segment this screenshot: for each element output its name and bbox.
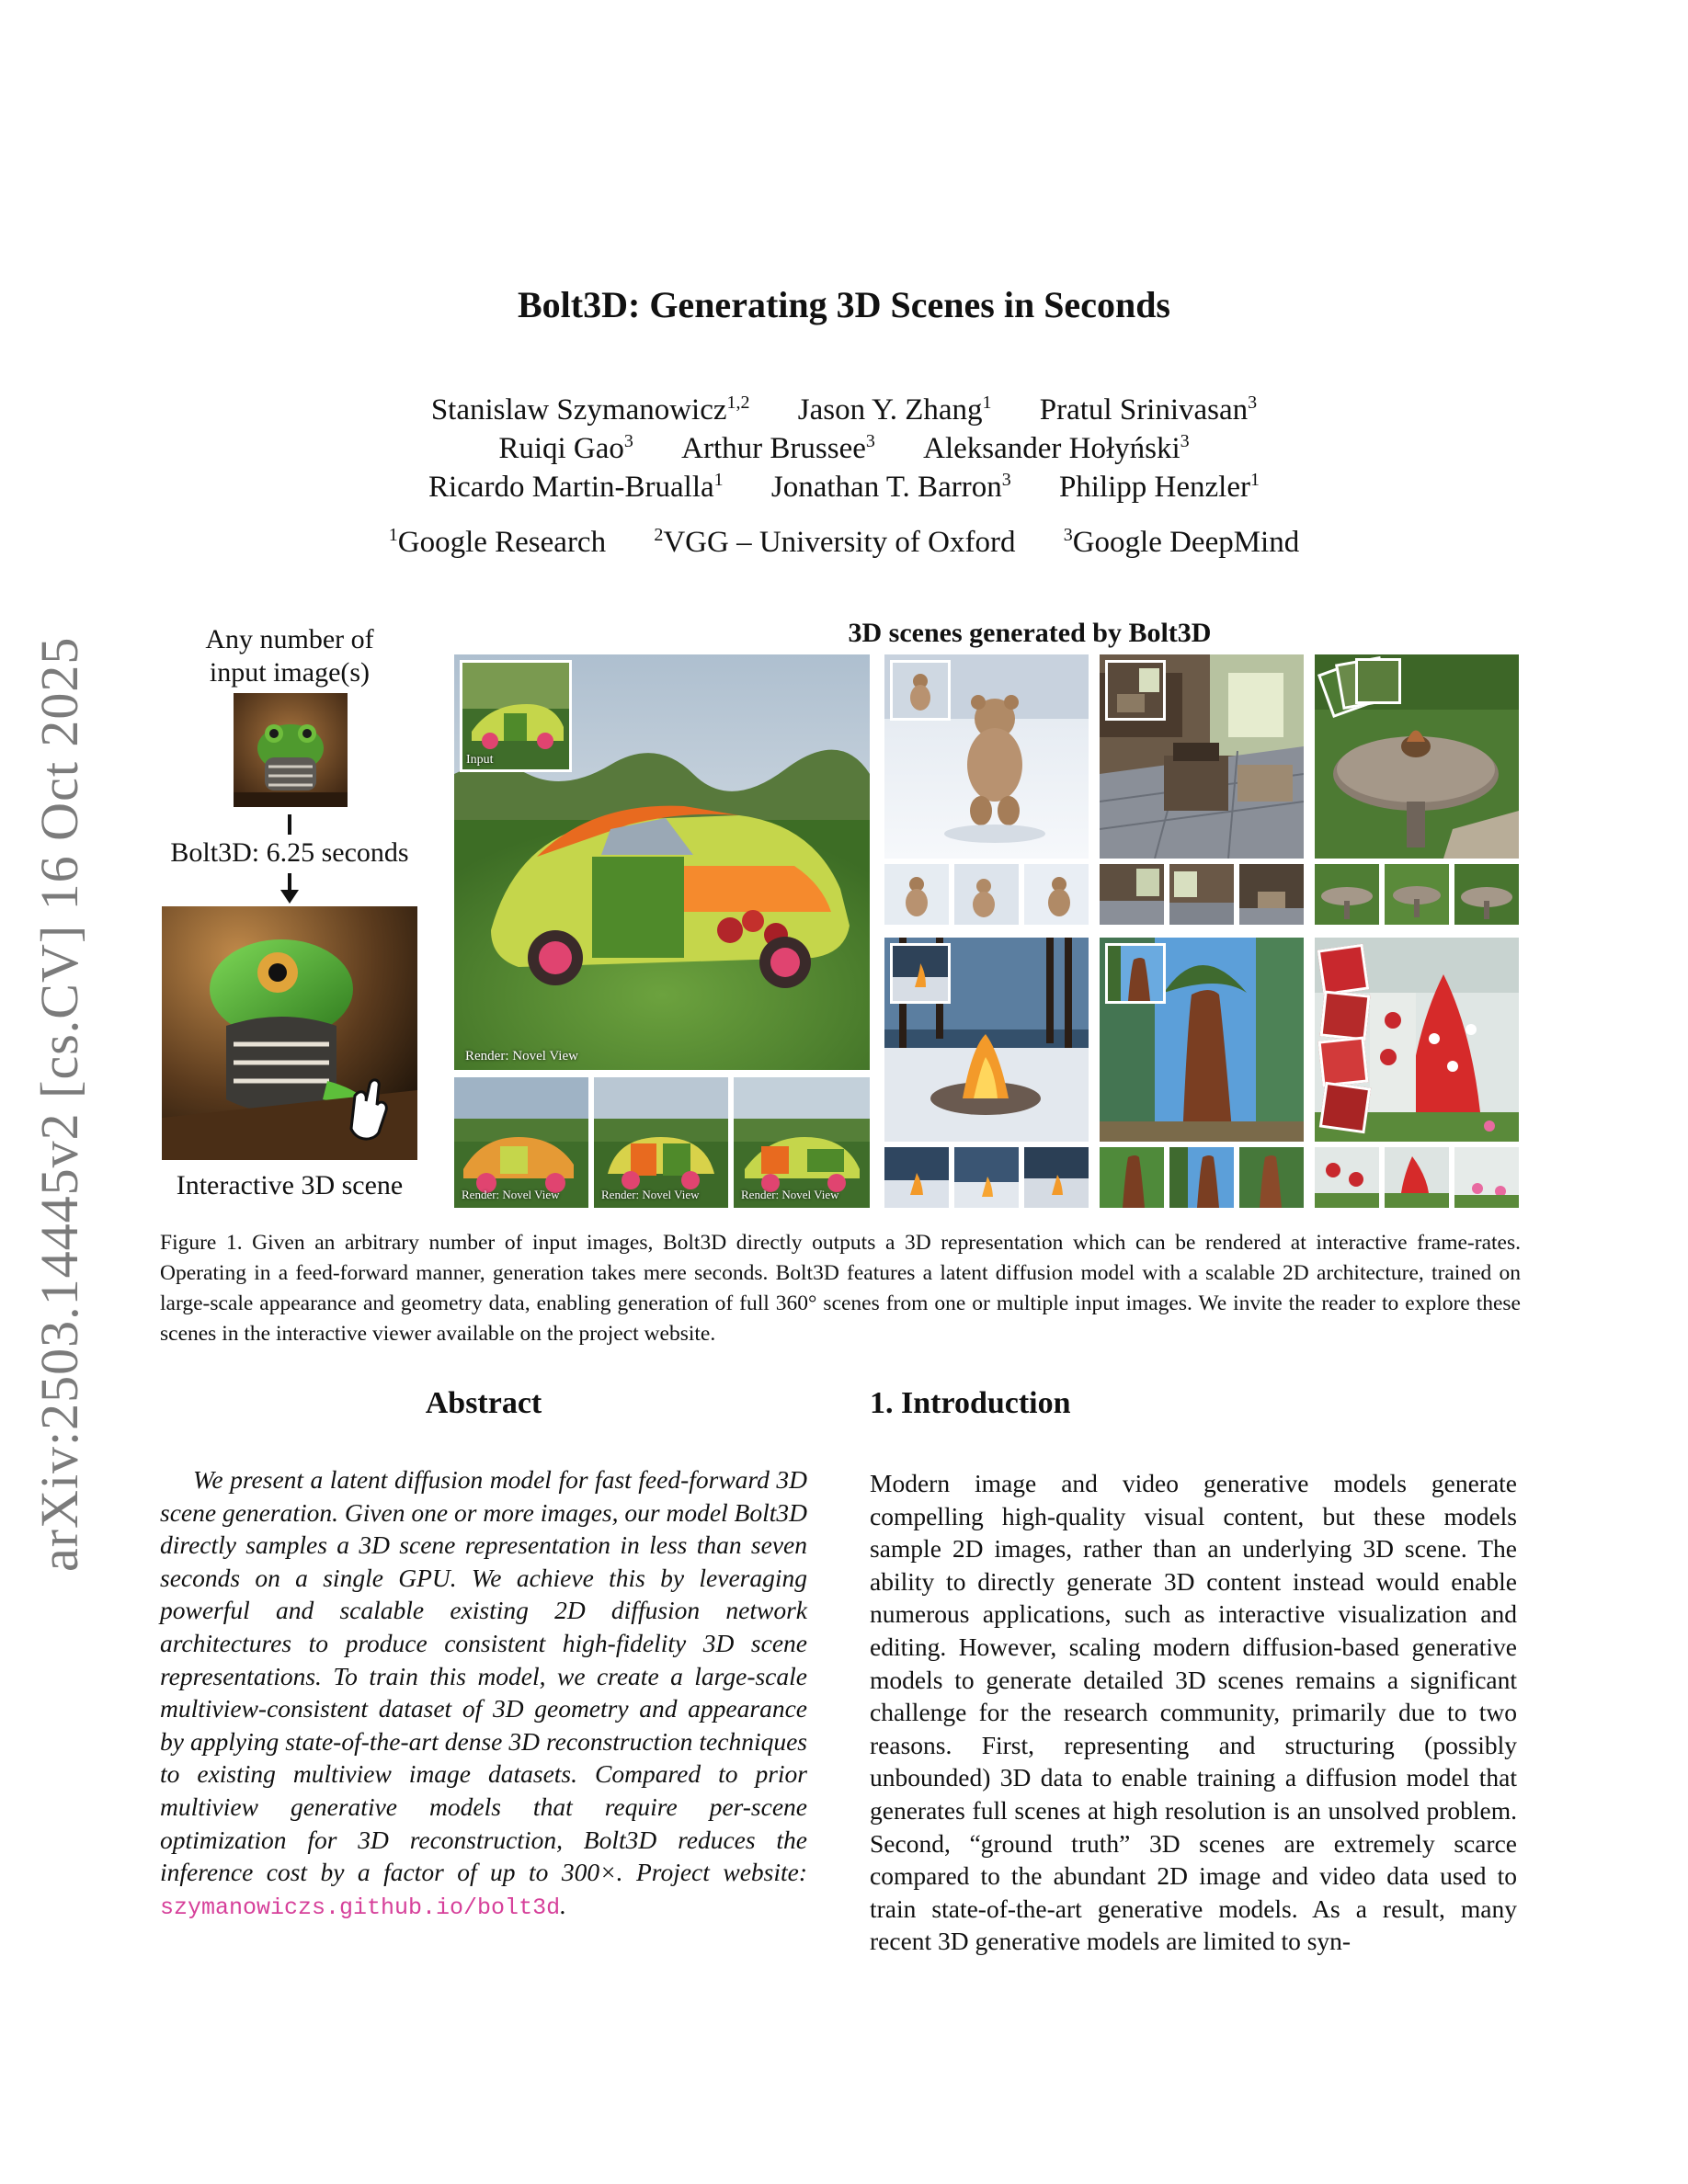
input-frog-image [234, 693, 348, 807]
affiliation: $^1$Google Research [388, 525, 607, 559]
input-thumbnail [460, 660, 572, 772]
author: Arthur Brussee$^3$ [681, 431, 875, 465]
arrow-stem-top [288, 814, 291, 835]
sequoia-input-thumbnail [1105, 943, 1166, 1004]
render-tag: Render: Novel View [465, 1049, 578, 1064]
author: Ricardo Martin-Brualla$^1$ [428, 470, 724, 504]
sequoia-novel-view-1 [1100, 1147, 1164, 1208]
author: Aleksander Hołyński$^3$ [923, 431, 1190, 465]
car-novel-view-2 [594, 1077, 728, 1208]
teddy-novel-view-3 [1024, 864, 1089, 925]
abstract-heading: Abstract [425, 1386, 542, 1420]
livingroom-input-thumbnail [1105, 660, 1166, 721]
down-arrow-icon [278, 873, 302, 909]
gallery-title: 3D scenes generated by Bolt3D [848, 618, 1212, 648]
livingroom-novel-view-1 [1100, 864, 1164, 925]
greenhouse-input-thumbnail [1319, 1082, 1371, 1133]
campfire-novel-view-3 [1024, 1147, 1089, 1208]
abstract-text: We present a latent diffusion model for fast feed-forward 3D scene generation. Given one or more images, our model Bolt3D directly samples a 3D scene representation in less than seven seconds on a single GPU. We achieve this by leveraging powerful and scalable existing 2D diffusion network architectures to produce consistent high-fidelity 3D scene representations. To train this model, we create a large-scale multiview-consistent dataset of 3D geometry and appearance by applying state-of-the-art dense 3D reconstruction techniques to existing multiview image datasets. Compared to prior multiview generative models that require per-scene optimization for 3D reconstruction, Bolt3D reduces the inference cost by a factor of up to 300×. Project website: [160, 1465, 807, 1887]
introduction-body: Modern image and video generative models generate compelling high-quality visual content, but these models sample 2D images, rather than an underlying 3D scene. The ability to directly generate 3D content instead would enable numerous applications, such as interactive visualization and editing. However, scaling modern diffusion-based generative models to generate detailed 3D scenes remains a significant challenge for the research community, primarily due to two reasons. First, representing and structuring (possibly unbounded) 3D data to enable training a diffusion model that generates full scenes at high resolution is an unsolved problem. Second, “ground truth” 3D scenes are extremely scarce compared to the abundant 2D image and video data used to train state-of-the-art generative models. As a result, many recent 3D generative models are limited to syn- [870, 1469, 1517, 1956]
car-novel-view-1 [454, 1077, 588, 1208]
car-scene-main [454, 654, 870, 1070]
teddy-input-thumbnail [890, 660, 951, 721]
greenhouse-scene-main [1315, 938, 1519, 1142]
render-tag: Render: Novel View [601, 1188, 700, 1201]
affiliation: $^2$VGG – University of Oxford [654, 525, 1016, 559]
greenhouse-input-thumbnail [1318, 1037, 1369, 1087]
abstract-body [160, 1463, 807, 1924]
sequoia-scene-main [1100, 938, 1304, 1142]
render-tag: Render: Novel View [741, 1188, 839, 1201]
livingroom-scene-main [1100, 654, 1304, 859]
input-tag: Input [466, 753, 494, 767]
author: Pratul Srinivasan$^3$ [1039, 392, 1258, 427]
garden-novel-view-3 [1454, 864, 1519, 925]
author: Ruiqi Gao$^3$ [498, 431, 633, 465]
car-novel-view-3 [734, 1077, 870, 1208]
garden-input-thumbnail [1355, 658, 1401, 704]
sequoia-novel-view-2 [1169, 1147, 1234, 1208]
abstract-end: . [560, 1890, 566, 1919]
author: Philipp Henzler$^1$ [1058, 470, 1260, 504]
teddy-novel-view-2 [954, 864, 1019, 925]
campfire-input-thumbnail [890, 943, 951, 1004]
affiliation: $^3$Google DeepMind [1063, 525, 1300, 559]
sequoia-novel-view-3 [1239, 1147, 1304, 1208]
garden-novel-view-2 [1385, 864, 1449, 925]
author: Jason Y. Zhang$^1$ [797, 392, 992, 427]
campfire-novel-view-2 [954, 1147, 1019, 1208]
author: Stanislaw Szymanowicz$^{1,2}$ [430, 392, 750, 427]
campfire-scene-main [884, 938, 1089, 1142]
author: Jonathan T. Barron$^3$ [770, 470, 1011, 504]
greenhouse-novel-view-2 [1385, 1147, 1449, 1208]
input-label [138, 623, 441, 689]
greenhouse-novel-view-3 [1454, 1147, 1519, 1208]
greenhouse-input-thumbnail [1320, 991, 1371, 1041]
arxiv-stamp: arXiv:2503.14445v2 [cs.CV] 16 Oct 2025 [29, 636, 89, 1572]
campfire-novel-view-1 [884, 1147, 949, 1208]
figure-caption: Figure 1. Given an arbitrary number of input images, Bolt3D directly outputs a 3D representation which can be rendered at interactive frame-rates. Operating in a feed-forward manner, generation takes mere seconds. Bolt3D features a latent diffusion model with a scalable 2D architecture, trained on large-scale appearance and geometry data, enabling generation of full 360° scenes from one or multiple input images. We invite the reader to explore these scenes in the interactive viewer available on the project website. [160, 1231, 1521, 1346]
livingroom-novel-view-3 [1239, 864, 1304, 925]
output-label: Interactive 3D scene [176, 1170, 404, 1200]
greenhouse-novel-view-1 [1315, 1147, 1379, 1208]
input-label-line-1: Any number of [205, 624, 374, 654]
introduction-heading: 1. Introduction [870, 1386, 1071, 1420]
timing-label: Bolt3D: 6.25 seconds [170, 837, 409, 868]
paper-title: Bolt3D: Generating 3D Scenes in Seconds [518, 284, 1170, 325]
input-label-line-2: input image(s) [209, 657, 371, 688]
livingroom-novel-view-2 [1169, 864, 1234, 925]
garden-table-scene-main [1315, 654, 1519, 859]
render-tag: Render: Novel View [462, 1188, 560, 1201]
garden-novel-view-1 [1315, 864, 1379, 925]
project-website-link[interactable]: szymanowiczs.github.io/bolt3d [160, 1894, 561, 1921]
greenhouse-input-thumbnail [1317, 944, 1369, 995]
teddy-novel-view-1 [884, 864, 949, 925]
output-frog-scene [162, 906, 417, 1160]
teddy-scene-main [884, 654, 1089, 859]
